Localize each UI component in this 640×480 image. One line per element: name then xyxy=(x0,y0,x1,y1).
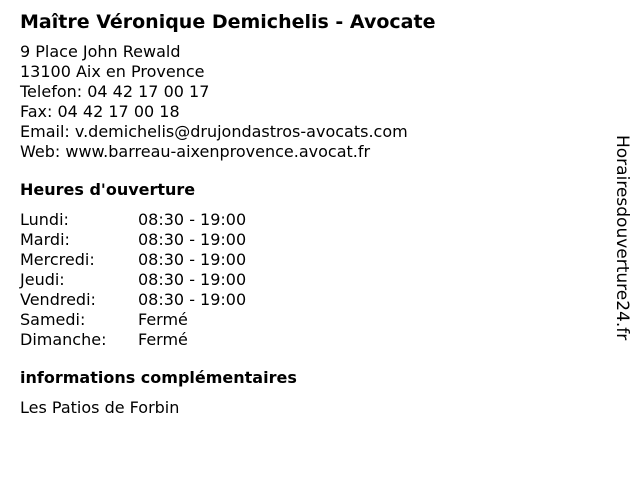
day-hours: 08:30 - 19:00 xyxy=(138,210,247,229)
day-label: Dimanche: xyxy=(20,330,107,349)
day-hours: Fermé xyxy=(138,330,188,349)
day-label: Vendredi: xyxy=(20,290,96,309)
hours-row xyxy=(20,310,590,330)
hours-heading: Heures d'ouverture xyxy=(20,180,196,199)
day-hours: 08:30 - 19:00 xyxy=(138,230,247,249)
hours-table xyxy=(20,210,590,350)
address-city: 13100 Aix en Provence xyxy=(20,62,205,81)
address-street: 9 Place John Rewald xyxy=(20,42,181,61)
extra-info-heading: informations complémentaires xyxy=(20,368,297,387)
day-hours: 08:30 - 19:00 xyxy=(138,290,247,309)
web-text: Web: www.barreau-aixenprovence.avocat.fr xyxy=(20,142,371,161)
hours-row xyxy=(20,250,590,270)
hours-row xyxy=(20,330,590,350)
hours-row xyxy=(20,210,590,230)
phone-text: Telefon: 04 42 17 00 17 xyxy=(20,82,210,101)
day-hours: 08:30 - 19:00 xyxy=(138,250,247,269)
email-text: Email: v.demichelis@drujondastros-avocats.com xyxy=(20,122,408,141)
hours-row xyxy=(20,270,590,290)
day-hours: Fermé xyxy=(138,310,188,329)
fax-text: Fax: 04 42 17 00 18 xyxy=(20,102,180,121)
day-hours: 08:30 - 19:00 xyxy=(138,270,247,289)
business-card xyxy=(20,10,590,418)
day-label: Lundi: xyxy=(20,210,69,229)
day-label: Mercredi: xyxy=(20,250,95,269)
day-label: Samedi: xyxy=(20,310,86,329)
hours-row xyxy=(20,290,590,310)
extra-info-text: Les Patios de Forbin xyxy=(20,398,180,417)
brand-watermark: Horairesdouverture24.fr xyxy=(612,135,632,341)
hours-row xyxy=(20,230,590,250)
day-label: Jeudi: xyxy=(20,270,65,289)
business-name: Maître Véronique Demichelis - Avocate xyxy=(20,11,436,33)
day-label: Mardi: xyxy=(20,230,70,249)
